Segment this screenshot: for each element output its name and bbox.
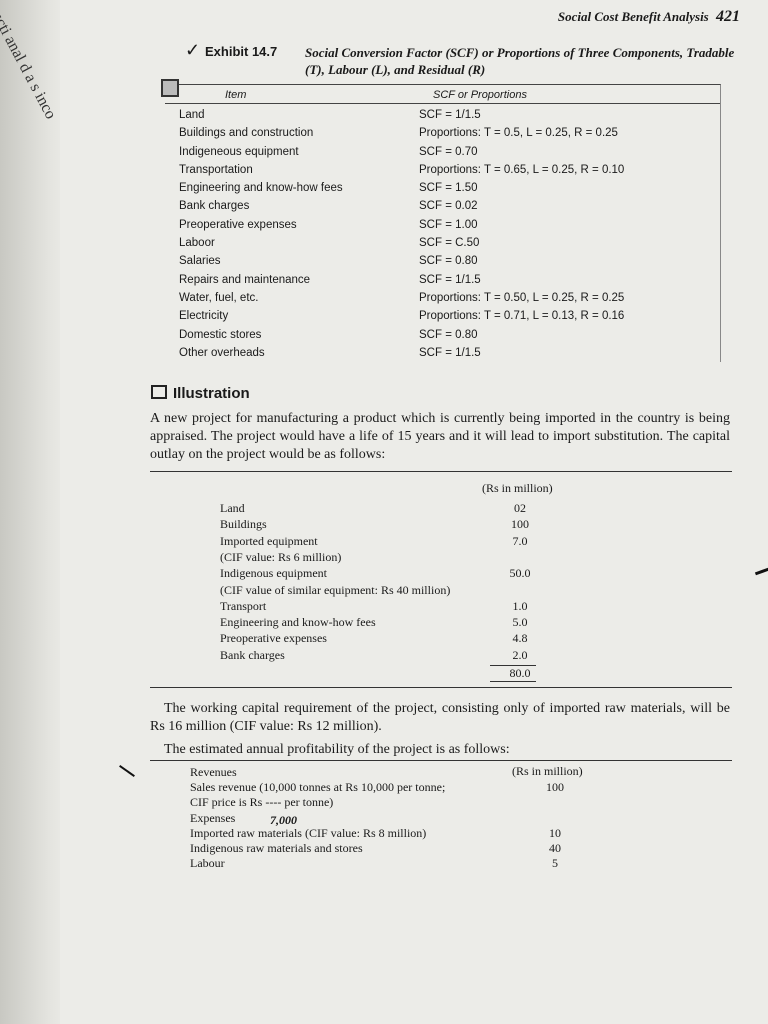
list-item-label: Engineering and know-how fees: [220, 615, 376, 630]
table-row: [179, 146, 719, 164]
illustration-heading: Illustration: [151, 385, 250, 402]
table-row: [179, 219, 719, 237]
scf-cell: Proportions: T = 0.71, L = 0.13, R = 0.16: [419, 310, 625, 323]
list-item-label: Bank charges: [220, 647, 285, 662]
table-header: [165, 85, 720, 104]
page-number: 421: [716, 8, 740, 25]
list-item-label: Imported equipment: [220, 533, 318, 548]
handwritten-note: 7,000: [270, 813, 297, 827]
list-item-value: 5: [552, 856, 558, 871]
scf-cell: SCF = 1/1.5: [419, 273, 481, 286]
scf-cell: Proportions: T = 0.65, L = 0.25, R = 0.10: [419, 163, 625, 176]
list-item-value: 02: [514, 501, 526, 515]
table-row: [179, 237, 719, 255]
list-item-value: 40: [549, 841, 561, 855]
list-item-value: 100: [546, 780, 564, 795]
table-row: [179, 292, 719, 310]
list-item-label: Indigenous raw materials and stores: [190, 841, 363, 855]
paragraph-working-capital: The working capital requirement of the project, consisting only of imported raw materials, will be Rs 16 million (CIF value: Rs 12 million).: [150, 701, 730, 734]
scf-table: [165, 84, 721, 362]
table-row: [179, 164, 719, 182]
exhibit-label: Exhibit 14.7: [205, 44, 278, 59]
item-cell: Preoperative expenses: [179, 218, 297, 231]
col-item-header: Item: [225, 89, 247, 101]
list-item-value: 10: [549, 825, 561, 840]
section-box-icon: [151, 385, 167, 399]
col-scf-header: SCF or Proportions: [433, 89, 527, 101]
list-item-label: Land: [220, 501, 245, 515]
item-cell: Electricity: [179, 310, 229, 323]
running-title: Social Cost Benefit Analysis: [557, 9, 709, 24]
table-row: [179, 182, 719, 200]
list-item-label: Preoperative expenses: [220, 631, 327, 646]
list-item-label: Imported raw materials (CIF value: Rs 8 million): [190, 825, 427, 840]
list-item-label: Indigenous equipment: [220, 566, 327, 581]
paragraph-intro: A new project for manufacturing a product which is currently being imported in the country is being appraised. The project would have a life of 15 years and it will lead to import substitution. The capital outlay on the project would be as follows:: [150, 411, 730, 462]
table-row: [179, 255, 719, 273]
list-item-value: 100: [511, 517, 529, 532]
list-item-label: Revenues: [190, 765, 237, 779]
list-item-label: (CIF value: Rs 6 million): [220, 549, 342, 564]
list-item-label: Buildings: [220, 517, 267, 532]
paragraph-profitability: The estimated annual profitability of the project is as follows:: [164, 742, 510, 757]
table-row: [179, 347, 719, 365]
list-item-label: Transport: [220, 598, 267, 613]
table-row: [179, 329, 719, 347]
list-item-label: Labour: [190, 856, 225, 871]
list-item-label: CIF price is Rs ---- per tonne): [190, 795, 334, 810]
item-cell: Repairs and maintenance: [179, 273, 311, 286]
item-cell: Engineering and know-how fees: [179, 182, 343, 195]
table-body: [179, 109, 719, 365]
item-cell: Land: [179, 109, 205, 121]
list-item-value: 2.0: [512, 647, 528, 662]
total-rule-bottom: [490, 681, 536, 682]
divider: [150, 687, 732, 688]
item-cell: Domestic stores: [179, 328, 262, 341]
list-item-label: (CIF value of similar equipment: Rs 40 million): [220, 582, 451, 597]
running-header: [558, 8, 740, 26]
table-row: [179, 274, 719, 292]
table-row: [179, 109, 719, 127]
table-row: [179, 200, 719, 218]
item-cell: Indigeneous equipment: [179, 145, 299, 158]
scf-cell: Proportions: T = 0.5, L = 0.25, R = 0.25: [419, 127, 618, 140]
profit-unit: (Rs in million): [512, 764, 583, 778]
item-cell: Laboor: [179, 237, 215, 250]
scf-cell: SCF = 1.50: [419, 182, 478, 195]
item-cell: Salaries: [179, 255, 221, 268]
item-cell: Bank charges: [179, 200, 250, 213]
list-item-value: 1.0: [512, 598, 528, 613]
list-item-value: 50.0: [509, 566, 531, 581]
scf-cell: SCF = 1.00: [419, 218, 478, 231]
scf-cell: SCF = C.50: [419, 237, 480, 250]
list-item-label: Sales revenue (10,000 tonnes at Rs 10,000 per tonne;: [190, 780, 446, 795]
scf-cell: SCF = 0.02: [419, 200, 478, 213]
capital-unit: (Rs in million): [482, 481, 553, 495]
item-cell: Buildings and construction: [179, 127, 314, 140]
scf-cell: SCF = 1/1.5: [419, 109, 481, 121]
table-row: [179, 127, 719, 145]
scf-cell: SCF = 0.70: [419, 145, 478, 158]
scf-cell: SCF = 1/1.5: [419, 346, 481, 359]
item-cell: Other overheads: [179, 346, 265, 359]
scf-cell: SCF = 0.80: [419, 255, 478, 268]
capital-total: 80.0: [509, 666, 531, 680]
list-item-value: 7.0: [512, 533, 528, 548]
check-mark-icon: ✓: [185, 40, 201, 60]
item-cell: Water, fuel, etc.: [179, 291, 259, 304]
scf-cell: SCF = 0.80: [419, 328, 478, 341]
exhibit-title: Social Conversion Factor (SCF) or Proportions of Three Components, Tradable (T), Labour (L), and Residual (R): [305, 45, 735, 77]
scf-cell: Proportions: T = 0.50, L = 0.25, R = 0.25: [419, 291, 625, 304]
list-item-value: 5.0: [512, 615, 528, 630]
list-item-label: Expenses: [190, 810, 236, 825]
divider: [150, 760, 732, 761]
divider: [150, 471, 732, 472]
table-row: [179, 310, 719, 328]
list-item-value: 4.8: [512, 631, 528, 646]
item-cell: Transportation: [179, 163, 253, 176]
